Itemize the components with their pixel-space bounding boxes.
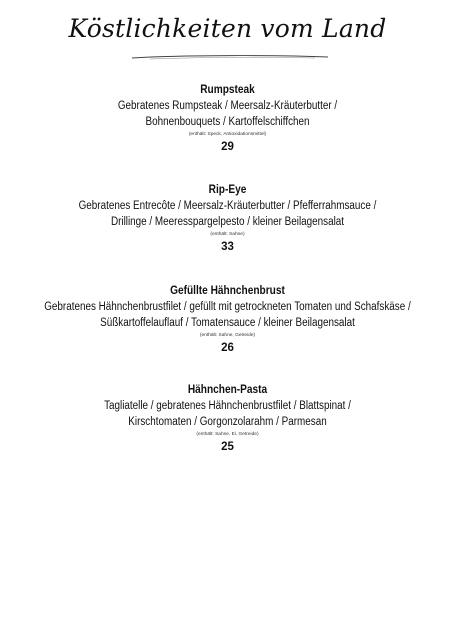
menu-item-allergen-note: (enthält: Speck, Antioxidationsmittel) bbox=[188, 132, 267, 137]
menu-item-name: Rip-Eye bbox=[208, 184, 247, 196]
menu-item bbox=[0, 382, 455, 455]
menu-item-description-line: Gebratenes Rumpsteak / Meersalz-Kräuterbutter / bbox=[117, 100, 338, 112]
menu-item-price: 33 bbox=[221, 241, 234, 253]
menu-item-name: Gefüllte Hähnchenbrust bbox=[170, 285, 285, 297]
menu-item-price: 29 bbox=[221, 141, 234, 153]
menu-item-description-line: Bohnenbouquets / Kartoffelschiffchen bbox=[145, 116, 310, 128]
menu-item-allergen-note: (enthält: Sahne) bbox=[210, 232, 245, 237]
menu-item-description-line: Gebratenes Hähnchenbrustfilet / gefüllt mit getrockneten Tomaten und Schafskäse / bbox=[44, 301, 411, 313]
menu-item-allergen-note: (enthält: Sahne, Getreide) bbox=[199, 333, 256, 338]
menu-item-name: Rumpsteak bbox=[200, 84, 255, 96]
menu-item-price: 26 bbox=[221, 342, 234, 354]
menu-item bbox=[0, 182, 455, 255]
menu-list bbox=[0, 82, 455, 455]
menu-item-description-line: Tagliatelle / gebratenes Hähnchenbrustfilet / Blattspinat / bbox=[104, 400, 351, 412]
menu-header bbox=[0, 14, 455, 44]
menu-item-description-line: Gebratenes Entrecôte / Meersalz-Kräuterbutter / Pfefferrahmsauce / bbox=[78, 200, 377, 212]
menu-item-name: Hähnchen-Pasta bbox=[187, 384, 268, 396]
menu-item-allergen-note: (enthält: Sahne, Ei, Getreide) bbox=[196, 432, 259, 437]
page-title: Köstlichkeiten vom Land bbox=[68, 14, 387, 43]
menu-item-price: 25 bbox=[221, 441, 234, 453]
menu-item-description-line: Kirschtomaten / Gorgonzolarahm / Parmesan bbox=[128, 416, 327, 428]
menu-item-description-line: Süßkartoffelauflauf / Tomatensauce / kleiner Beilagensalat bbox=[100, 317, 355, 329]
menu-item bbox=[0, 283, 455, 356]
title-underline-flourish bbox=[130, 52, 330, 62]
menu-item-description-line: Drillinge / Meeresspargelpesto / kleiner Beilagensalat bbox=[110, 216, 345, 228]
menu-item bbox=[0, 82, 455, 155]
